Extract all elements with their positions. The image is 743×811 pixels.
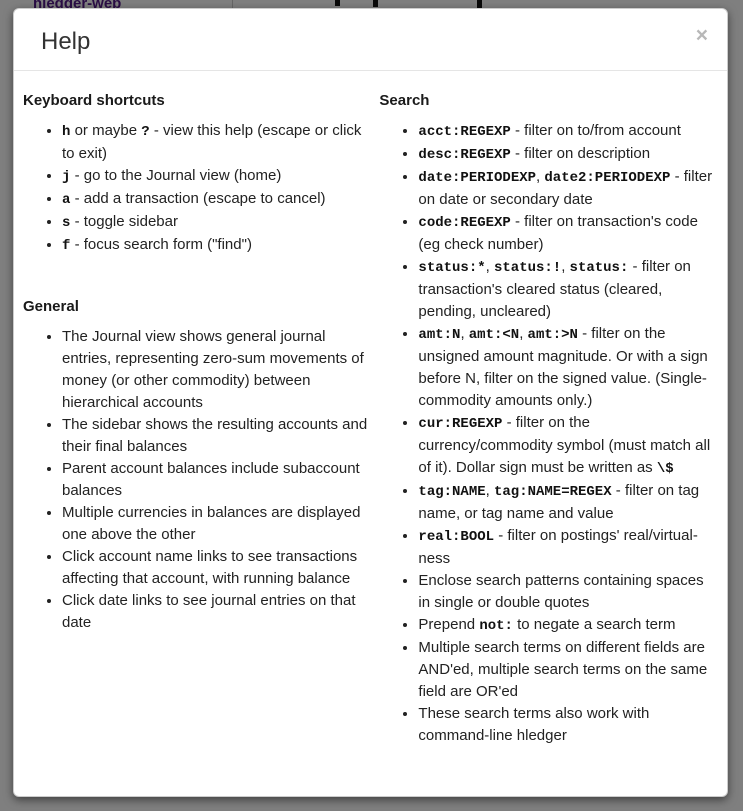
code-term: \$ xyxy=(656,461,674,477)
list-item: • code:REGEXP - filter on transaction's code (eg check number) xyxy=(418,211,718,256)
code-term: acct:REGEXP xyxy=(418,124,511,140)
list-item: • acct:REGEXP - filter on to/from account xyxy=(418,120,718,143)
list-item: • amt:N, amt:<N, amt:>N - filter on the unsigned amount magnitude. Or with a sign before N, filter on the signed value. (Single-commodity amounts only.) xyxy=(418,323,718,412)
section-general xyxy=(23,257,370,634)
code-term: f xyxy=(62,238,71,254)
code-term: s xyxy=(62,215,71,231)
code-term: status: xyxy=(569,260,629,276)
code-term: ? xyxy=(141,124,150,140)
code-term: not: xyxy=(479,618,513,634)
list-item: • tag:NAME, tag:NAME=REGEX - filter on tag name, or tag name and value xyxy=(418,480,718,525)
code-term: a xyxy=(62,192,71,208)
list-item: • These search terms also work with command-line hledger xyxy=(418,703,718,747)
list-item: • Prepend not: to negate a search term xyxy=(418,614,718,637)
code-term: amt:N xyxy=(418,327,461,343)
list-item: • real:BOOL - filter on postings' real/virtual-ness xyxy=(418,525,718,570)
list-item: • The sidebar shows the resulting accounts and their final balances xyxy=(62,414,370,458)
general-list xyxy=(23,326,370,634)
code-term: real:BOOL xyxy=(418,529,495,545)
help-modal xyxy=(13,8,728,797)
list-item: • f - focus search form ("find") xyxy=(62,234,370,257)
list-item: • desc:REGEXP - filter on description xyxy=(418,143,718,166)
section-search xyxy=(379,92,718,747)
list-item: • cur:REGEXP - filter on the currency/commodity symbol (must match all of it). Dollar sign must be written as \$ xyxy=(418,412,718,480)
section-heading-keyboard-shortcuts: Keyboard shortcuts xyxy=(23,92,165,109)
list-item: • Multiple currencies in balances are displayed one above the other xyxy=(62,502,370,546)
section-heading-search: Search xyxy=(379,92,430,109)
code-term: tag:NAME=REGEX xyxy=(493,484,612,500)
section-heading-general: General xyxy=(23,298,79,315)
code-term: status:! xyxy=(493,260,562,276)
modal-body xyxy=(14,71,727,747)
list-item: • Enclose search patterns containing spaces in single or double quotes xyxy=(418,570,718,614)
modal-title: Help xyxy=(41,28,91,55)
list-item: • a - add a transaction (escape to cancel) xyxy=(62,188,370,211)
code-term: j xyxy=(62,169,71,185)
section-keyboard-shortcuts xyxy=(23,92,370,257)
keyboard-shortcuts-list xyxy=(23,120,370,257)
code-term: amt:<N xyxy=(468,327,520,343)
code-term: h xyxy=(62,124,71,140)
code-term: amt:>N xyxy=(527,327,578,343)
help-left-column xyxy=(23,71,370,747)
modal-header xyxy=(14,9,727,71)
list-item: • Parent account balances include subaccount balances xyxy=(62,458,370,502)
list-item: • Click date links to see journal entries on that date xyxy=(62,590,370,634)
code-term: cur:REGEXP xyxy=(418,416,503,432)
list-item: • date:PERIODEXP, date2:PERIODEXP - filter on date or secondary date xyxy=(418,166,718,211)
code-term: tag:NAME xyxy=(418,484,486,500)
list-item: • The Journal view shows general journal entries, representing zero-sum movements of money (or other commodity) between hierarchical accounts xyxy=(62,326,370,414)
search-list xyxy=(379,120,718,747)
list-item: • s - toggle sidebar xyxy=(62,211,370,234)
list-item: • Multiple search terms on different fields are AND'ed, multiple search terms on the same field are OR'ed xyxy=(418,637,718,703)
list-item: • Click account name links to see transactions affecting that account, with running balance xyxy=(62,546,370,590)
list-item: • h or maybe ? - view this help (escape or click to exit) xyxy=(62,120,370,165)
help-right-column xyxy=(379,71,718,747)
list-item: • j - go to the Journal view (home) xyxy=(62,165,370,188)
code-term: date2:PERIODEXP xyxy=(544,170,671,186)
code-term: status:* xyxy=(418,260,486,276)
code-term: date:PERIODEXP xyxy=(418,170,537,186)
code-term: desc:REGEXP xyxy=(418,147,511,163)
list-item: • status:*, status:!, status: - filter on transaction's cleared status (cleared, pending, uncleared) xyxy=(418,256,718,323)
code-term: code:REGEXP xyxy=(418,215,511,231)
close-icon: × xyxy=(695,24,708,47)
close-button[interactable] xyxy=(690,23,714,48)
